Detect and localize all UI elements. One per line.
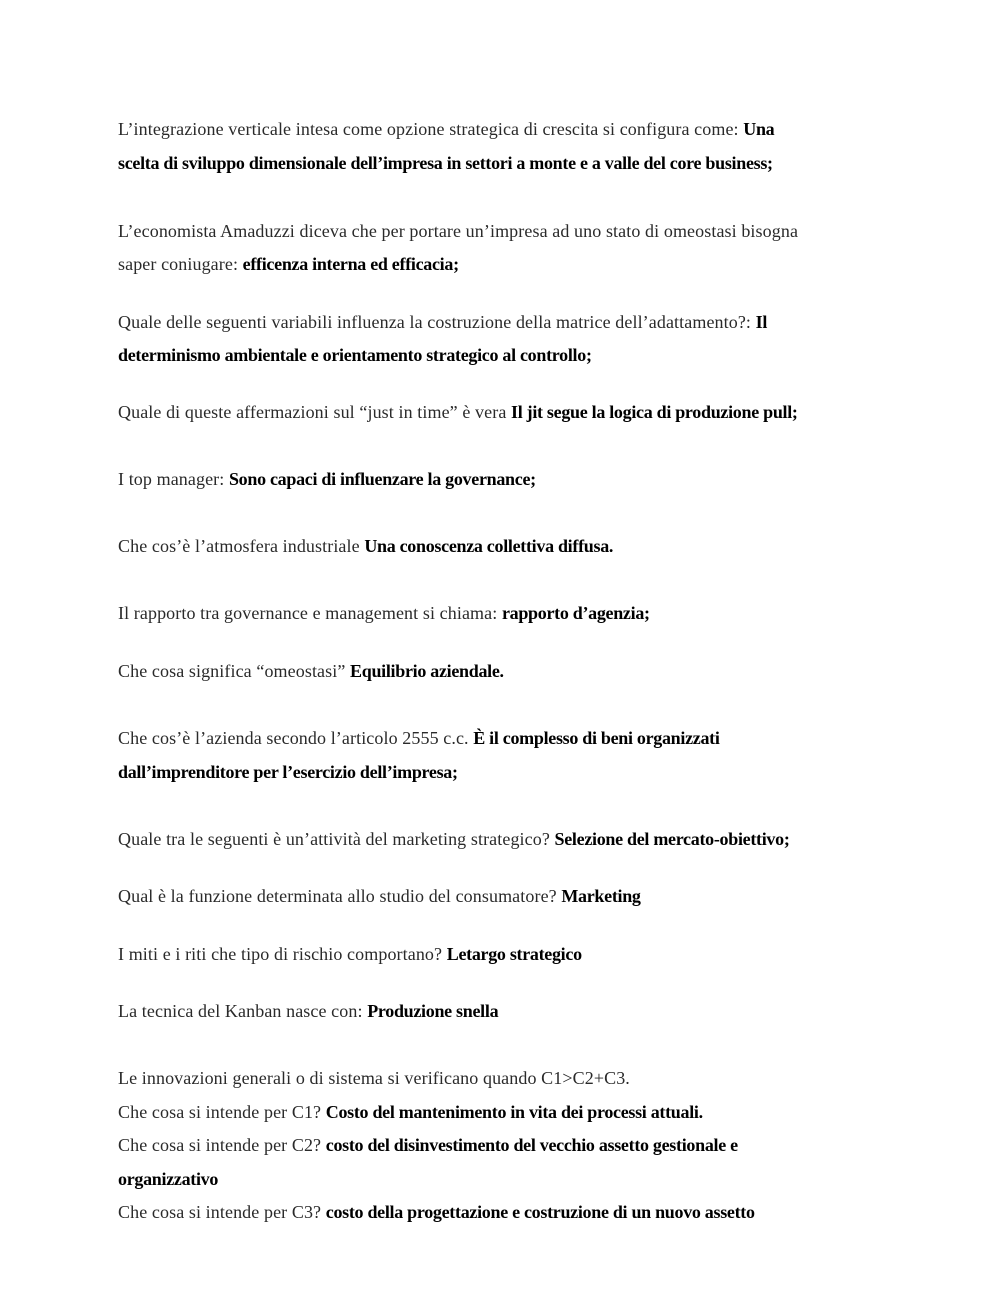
qa-line xyxy=(118,1168,218,1190)
qa-line xyxy=(118,253,459,275)
question-text: saper coniugare: xyxy=(118,254,243,274)
answer-text: Il jit segue la logica di produzione pull; xyxy=(511,402,798,422)
qa-line xyxy=(118,1000,498,1022)
qa-line xyxy=(118,761,458,783)
qa-line xyxy=(118,828,790,850)
qa-line xyxy=(118,1201,755,1223)
question-text: I miti e i riti che tipo di rischio comportano? xyxy=(118,944,447,964)
qa-line xyxy=(118,885,641,907)
question-text: Che cosa significa “omeostasi” xyxy=(118,661,351,681)
answer-text: Equilibrio aziendale. xyxy=(350,661,504,681)
qa-line xyxy=(118,118,774,140)
question-text: Quale tra le seguenti è un’attività del marketing strategico? xyxy=(118,829,555,849)
question-text: Il rapporto tra governance e management si chiama: xyxy=(118,603,502,623)
answer-text: determinismo ambientale e orientamento strategico al controllo; xyxy=(118,345,592,365)
qa-line xyxy=(118,727,720,749)
qa-line xyxy=(118,401,798,423)
answer-text: Selezione del mercato-obiettivo; xyxy=(554,829,790,849)
answer-text: efficenza interna ed efficacia; xyxy=(242,254,459,274)
answer-text: costo della progettazione e costruzione di un nuovo assetto xyxy=(325,1202,755,1222)
question-text: Che cosa si intende per C3? xyxy=(118,1202,326,1222)
answer-text: È il complesso di beni organizzati xyxy=(473,728,720,748)
qa-line xyxy=(118,602,650,624)
answer-text: Una xyxy=(743,119,775,139)
qa-line xyxy=(118,152,773,174)
question-text: Che cosa si intende per C1? xyxy=(118,1102,326,1122)
answer-text: Il xyxy=(755,312,768,332)
question-text: Che cosa si intende per C2? xyxy=(118,1135,326,1155)
question-text: Quale delle seguenti variabili influenza la costruzione della matrice dell’adattamento?: xyxy=(118,312,756,332)
question-text: L’integrazione verticale intesa come opzione strategica di crescita si configura come: xyxy=(118,119,744,139)
qa-line xyxy=(118,1134,738,1156)
answer-text: scelta di sviluppo dimensionale dell’impresa in settori a monte e a valle del core business; xyxy=(118,153,773,173)
qa-line xyxy=(118,535,613,557)
answer-text: Marketing xyxy=(561,886,641,906)
question-text: I top manager: xyxy=(118,469,229,489)
question-text: Quale di queste affermazioni sul “just in time” è vera xyxy=(118,402,512,422)
qa-line xyxy=(118,660,504,682)
answer-text: organizzativo xyxy=(118,1169,219,1189)
question-text: Qual è la funzione determinata allo studio del consumatore? xyxy=(118,886,562,906)
question-text: Che cos’è l’azienda secondo l’articolo 2555 c.c. xyxy=(118,728,474,748)
qa-line xyxy=(118,311,767,333)
qa-line xyxy=(118,344,592,366)
question-text: L’economista Amaduzzi diceva che per portare un’impresa ad uno stato di omeostasi bisogna xyxy=(118,221,799,241)
answer-text: rapporto d’agenzia; xyxy=(501,603,650,623)
answer-text: costo del disinvestimento del vecchio assetto gestionale e xyxy=(325,1135,738,1155)
qa-line xyxy=(118,1067,630,1089)
intro-text: Le innovazioni generali o di sistema si verificano quando C1>C2+C3. xyxy=(118,1068,630,1088)
answer-text: dall’imprenditore per l’esercizio dell’impresa; xyxy=(118,762,458,782)
answer-text: Sono capaci di influenzare la governance; xyxy=(228,469,536,489)
question-text: La tecnica del Kanban nasce con: xyxy=(118,1001,368,1021)
answer-text: Una conoscenza collettiva diffusa. xyxy=(364,536,614,556)
question-text: Che cos’è l’atmosfera industriale xyxy=(118,536,365,556)
answer-text: Produzione snella xyxy=(367,1001,499,1021)
qa-line xyxy=(118,468,536,490)
answer-text: Letargo strategico xyxy=(446,944,582,964)
qa-line xyxy=(118,1101,703,1123)
qa-line xyxy=(118,943,582,965)
answer-text: Costo del mantenimento in vita dei processi attuali. xyxy=(325,1102,703,1122)
qa-line xyxy=(118,220,798,242)
